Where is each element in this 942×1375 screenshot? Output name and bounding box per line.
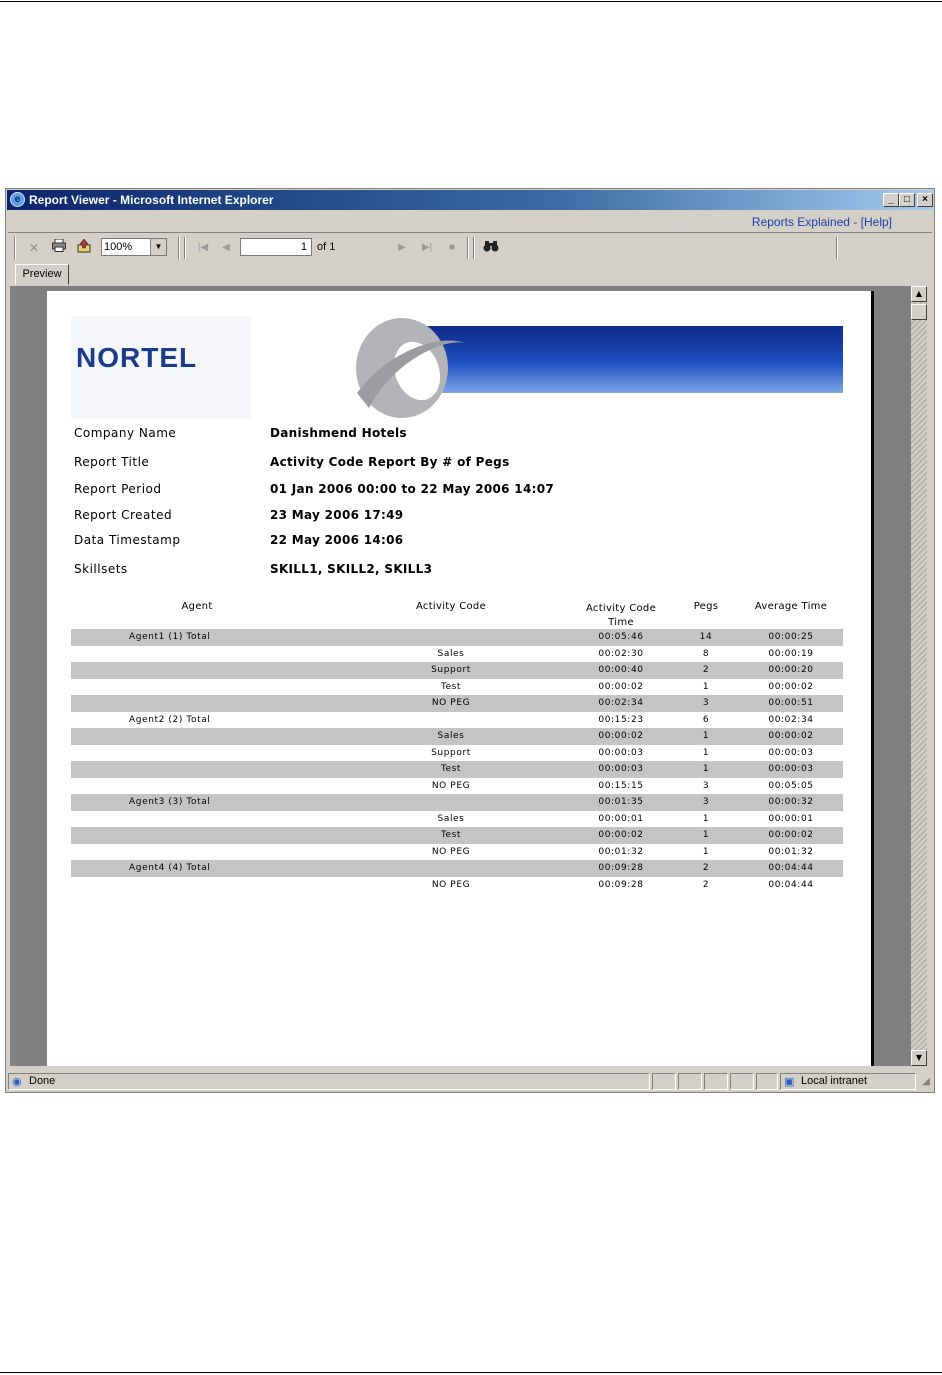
table-row — [71, 679, 843, 696]
cell-activity: Test — [440, 764, 462, 774]
minimize-button[interactable]: _ — [883, 193, 899, 207]
column-header-pegs: Pegs — [693, 601, 719, 612]
maximize-button[interactable]: □ — [899, 193, 915, 207]
cell-activity: Support — [431, 665, 471, 675]
cell-agent: Agent1 (1) Total — [129, 632, 211, 642]
meta-label-skillsets: Skillsets — [74, 562, 128, 576]
table-row — [71, 629, 843, 646]
table-row — [71, 761, 843, 778]
status-panel — [730, 1073, 754, 1090]
status-bar — [8, 1072, 932, 1091]
report-page — [47, 291, 871, 1066]
cell-activity: Sales — [437, 813, 465, 824]
close-button[interactable]: × — [917, 193, 933, 207]
cell-pegs: 6 — [702, 714, 710, 725]
status-panel-zone — [780, 1073, 916, 1090]
column-header-average-time: Average Time — [754, 601, 828, 612]
cell-time: 00:00:03 — [598, 764, 644, 774]
toolbar-separator — [184, 237, 186, 259]
cell-time: 00:00:40 — [598, 665, 644, 675]
cell-average: 00:00:25 — [768, 632, 814, 642]
meta-value-timestamp: 22 May 2006 14:06 — [270, 533, 404, 547]
report-table — [71, 629, 843, 893]
cell-time: 00:00:03 — [598, 747, 644, 758]
meta-value-created: 23 May 2006 17:49 — [270, 508, 404, 522]
table-row — [71, 794, 843, 811]
zoom-select[interactable] — [101, 238, 167, 256]
meta-value-title: Activity Code Report By # of Pegs — [270, 455, 510, 469]
cell-time: 00:15:23 — [598, 714, 644, 725]
table-row — [71, 712, 843, 729]
cell-time: 00:09:28 — [598, 879, 644, 890]
cell-time: 00:05:46 — [598, 632, 644, 642]
cell-pegs: 1 — [702, 846, 710, 857]
table-row — [71, 778, 843, 795]
cell-time: 00:15:15 — [598, 780, 644, 791]
cell-average: 00:00:02 — [768, 731, 814, 741]
cell-pegs: 1 — [702, 681, 710, 692]
meta-label-created: Report Created — [74, 508, 173, 522]
cell-average: 00:00:19 — [768, 648, 814, 659]
scroll-thumb[interactable] — [911, 304, 927, 320]
chevron-down-icon[interactable]: ▼ — [150, 239, 166, 255]
meta-label-timestamp: Data Timestamp — [74, 533, 181, 547]
cell-time: 00:00:02 — [598, 681, 644, 692]
toolbar-separator — [14, 237, 16, 259]
table-row — [71, 844, 843, 861]
table-row — [71, 860, 843, 877]
column-header-activity-code-time-line1: Activity Code — [585, 603, 657, 614]
find-binoculars-icon[interactable] — [482, 239, 500, 257]
meta-value-skillsets: SKILL1, SKILL2, SKILL3 — [270, 562, 433, 576]
previous-page-icon[interactable]: ◀ — [222, 242, 230, 253]
cell-activity: NO PEG — [431, 698, 471, 708]
cell-average: 00:00:03 — [768, 764, 814, 774]
stop-loading-icon[interactable]: ■ — [448, 242, 456, 253]
cell-pegs: 1 — [702, 731, 710, 741]
meta-label-period: Report Period — [74, 482, 162, 496]
cell-pegs: 1 — [702, 830, 710, 840]
status-panel — [756, 1073, 778, 1090]
cell-activity: NO PEG — [431, 879, 471, 890]
cell-activity: NO PEG — [431, 780, 471, 791]
table-row — [71, 646, 843, 663]
header-banner — [407, 326, 843, 393]
next-page-icon[interactable]: ▶ — [398, 242, 406, 253]
column-header-activity-code-time — [571, 602, 671, 630]
cell-pegs: 3 — [702, 780, 710, 791]
table-row — [71, 877, 843, 894]
report-preview-area[interactable] — [10, 286, 927, 1066]
table-row — [71, 662, 843, 679]
window-title: Report Viewer - Microsoft Internet Explorer — [29, 193, 274, 207]
nortel-logo — [71, 316, 251, 419]
status-text: Done — [29, 1075, 56, 1087]
cell-pegs: 1 — [702, 747, 710, 758]
cell-activity: Sales — [437, 731, 465, 741]
cell-time: 00:09:28 — [598, 863, 644, 873]
cell-activity: Test — [440, 681, 462, 692]
report-toolbar — [8, 234, 932, 262]
cell-average: 00:00:51 — [768, 698, 814, 708]
cell-average: 00:05:05 — [768, 780, 814, 791]
cell-average: 00:02:34 — [768, 714, 814, 725]
table-row — [71, 745, 843, 762]
cell-time: 00:02:30 — [598, 648, 644, 659]
cell-average: 00:04:44 — [768, 879, 814, 890]
export-icon[interactable] — [75, 239, 93, 257]
cell-pegs: 1 — [702, 813, 710, 824]
zone-text: Local intranet — [801, 1075, 868, 1087]
title-bar[interactable] — [7, 190, 933, 210]
print-icon[interactable] — [50, 239, 68, 257]
cell-average: 00:04:44 — [768, 863, 814, 873]
meta-value-company: Danishmend Hotels — [270, 426, 407, 440]
cell-pegs: 3 — [702, 698, 710, 708]
cell-time: 00:02:34 — [598, 698, 644, 708]
cell-agent: Agent4 (4) Total — [129, 863, 211, 873]
cell-pegs: 2 — [702, 863, 710, 873]
tab-preview[interactable]: Preview — [15, 264, 69, 285]
vertical-scrollbar[interactable] — [911, 286, 927, 1066]
cell-average: 00:00:02 — [768, 830, 814, 840]
cell-time: 00:00:02 — [598, 830, 644, 840]
cell-pegs: 3 — [702, 797, 710, 807]
cell-average: 00:00:03 — [768, 747, 814, 758]
zoom-value: 100% — [104, 241, 133, 253]
scroll-down-button[interactable]: ▼ — [911, 1050, 927, 1066]
toolbar-separator — [178, 237, 180, 259]
cell-agent: Agent3 (3) Total — [129, 797, 211, 807]
table-row — [71, 811, 843, 828]
cell-average: 00:00:01 — [768, 813, 814, 824]
document-top-rule — [0, 1, 942, 2]
last-page-icon[interactable]: ▶| — [421, 242, 433, 253]
scroll-up-button[interactable]: ▲ — [911, 286, 927, 302]
toolbar-separator — [473, 237, 475, 259]
status-panel — [678, 1073, 702, 1090]
cell-agent: Agent2 (2) Total — [129, 714, 211, 725]
meta-value-period: 01 Jan 2006 00:00 to 22 May 2006 14:07 — [270, 482, 554, 496]
cell-time: 00:01:32 — [598, 846, 644, 857]
cell-activity: Support — [431, 747, 471, 758]
cell-average: 00:01:32 — [768, 846, 814, 857]
meta-label-company: Company Name — [74, 426, 177, 440]
stop-icon[interactable]: ✕ — [28, 241, 40, 255]
first-page-icon[interactable]: |◀ — [197, 242, 209, 253]
cell-activity: Sales — [437, 648, 465, 659]
toolbar-separator — [836, 237, 838, 259]
cell-pegs: 8 — [702, 648, 710, 659]
nortel-globe-icon — [347, 313, 467, 423]
table-row — [71, 728, 843, 745]
column-header-activity-code-time-line2: Time — [608, 617, 634, 628]
local-intranet-icon: ▣ — [784, 1076, 795, 1088]
reports-explained-help-link[interactable]: Reports Explained - [Help] — [751, 215, 892, 229]
column-header-activity-code: Activity Code — [415, 601, 487, 612]
cell-average: 00:00:32 — [768, 797, 814, 807]
status-panel — [652, 1073, 676, 1090]
toolbar-separator — [467, 237, 469, 259]
status-panel — [704, 1073, 728, 1090]
table-row — [71, 695, 843, 712]
cell-pegs: 2 — [702, 665, 710, 675]
cell-pegs: 14 — [699, 632, 713, 642]
cell-time: 00:00:01 — [598, 813, 644, 824]
cell-average: 00:00:20 — [768, 665, 814, 675]
internet-explorer-icon: e — [10, 192, 25, 207]
cell-activity: Test — [440, 830, 462, 840]
cell-time: 00:00:02 — [598, 731, 644, 741]
table-row — [71, 827, 843, 844]
cell-average: 00:00:02 — [768, 681, 814, 692]
cell-pegs: 1 — [702, 764, 710, 774]
help-bar — [8, 212, 932, 233]
page-done-icon: ◉ — [12, 1076, 22, 1088]
meta-label-title: Report Title — [74, 455, 150, 469]
logo-text: NORTEL — [76, 342, 198, 373]
column-header-agent: Agent — [181, 601, 213, 612]
cell-time: 00:01:35 — [598, 797, 644, 807]
cell-pegs: 2 — [702, 879, 710, 890]
cell-activity: NO PEG — [431, 846, 471, 857]
document-bottom-rule — [0, 1372, 942, 1373]
page-number-input[interactable]: 1 — [240, 238, 312, 256]
tab-bar — [8, 262, 932, 286]
page-count-label: of 1 — [317, 241, 336, 253]
status-panel-main — [8, 1073, 650, 1090]
resize-grip-icon[interactable]: ◢ — [922, 1076, 930, 1087]
report-viewer-window — [5, 188, 935, 1093]
